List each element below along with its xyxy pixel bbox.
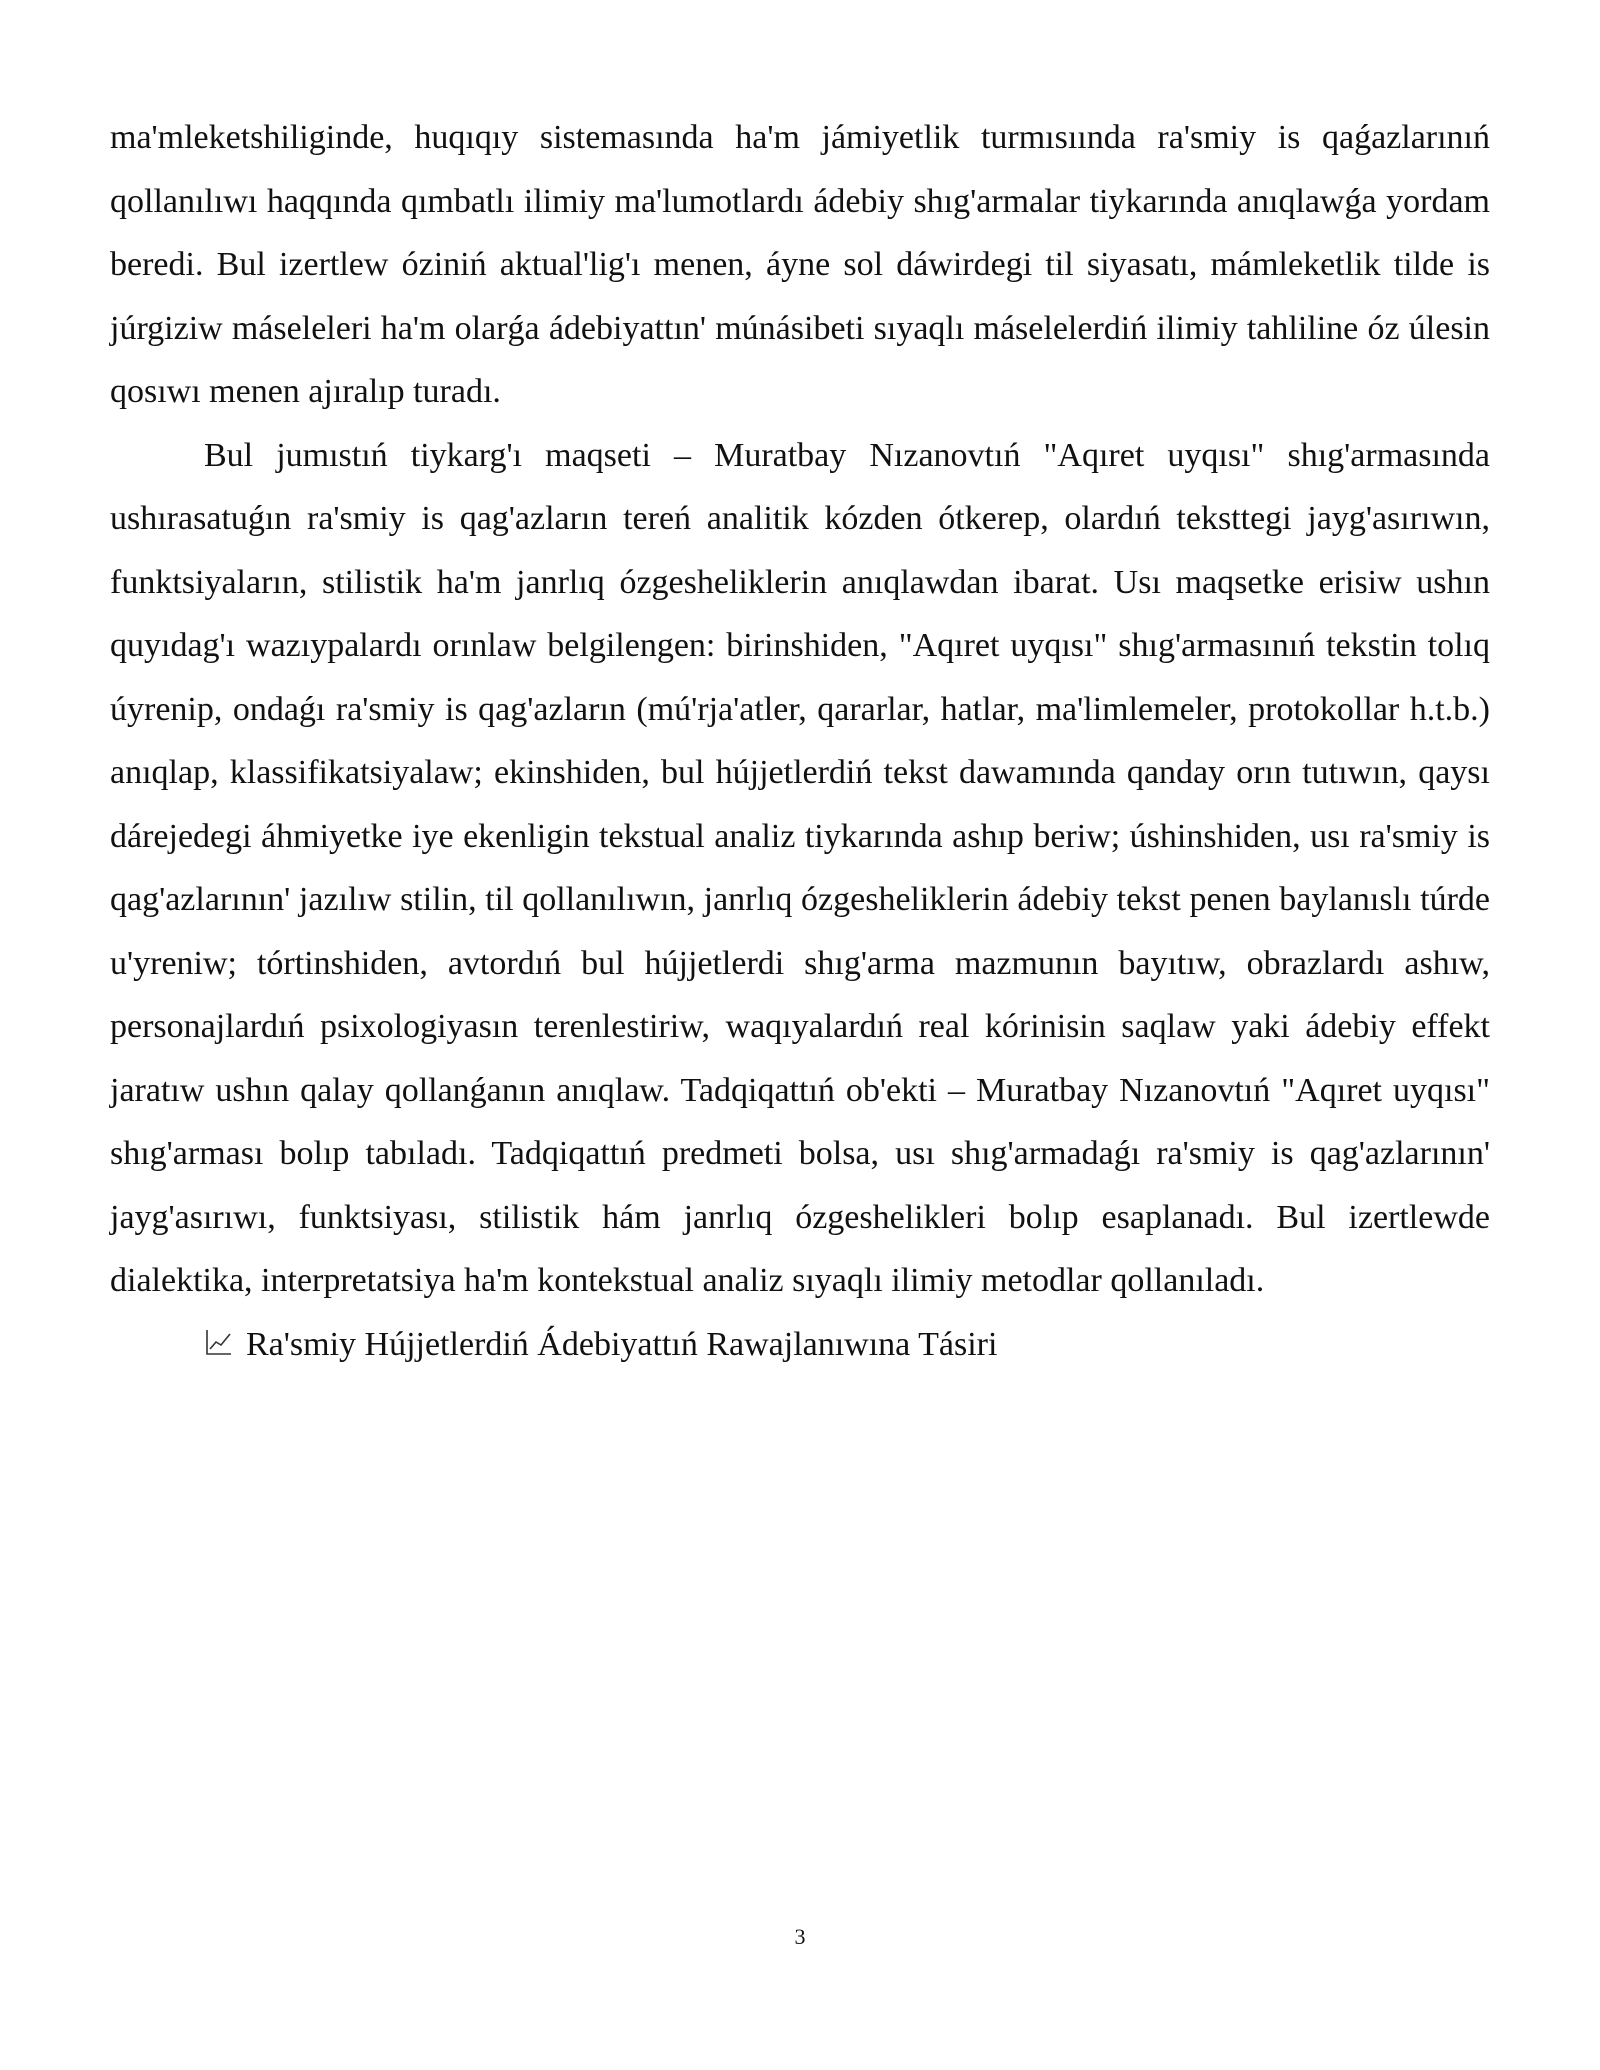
section-heading (110, 1313, 1490, 1377)
paragraph-goals: Bul jumıstıń tiykarg'ı maqseti – Muratbay Nızanovtıń "Aqıret uyqısı" shıg'armasında ushırasatuǵın ra'smiy is qag'azların tereń analitik kózden ótkerep, olardıń teksttegi jayg'asırıwın, funktsiyaların, stilistik ha'm janrlıq ózgesheliklerin anıqlawdan ibarat. Usı maqsetke erisiw ushın quyıdag'ı wazıypalardı orınlaw belgilengen: birinshiden, "Aqıret uyqısı" shıg'armasınıń tekstin tolıq úyrenip, ondaǵı ra'smiy is qag'azların (mú'rja'atler, qararlar, hatlar, ma'limlemeler, protokollar h.t.b.) anıqlap, klassifikatsiyalaw; ekinshiden, bul hújjetlerdiń tekst dawamında qanday orın tutıwın, qaysı dárejedegi áhmiyetke iye ekenligin tekstual analiz tiykarında ashıp beriw; úshinshiden, usı ra'smiy is qag'azlarının' jazılıw stilin, til qollanılıwın, janrlıq ózgesheliklerin ádebiy tekst penen baylanıslı túrde u'yreniw; tórtinshiden, avtordıń bul hújjetlerdi shıg'arma mazmunın bayıtıw, obrazlardı ashıw, personajlardıń psixologiyasın terenlestiriw, waqıyalardıń real kórinisin saqlaw yaki ádebiy effekt jaratıw ushın qalay qollanǵanın anıqlaw. Tadqiqattıń ob'ekti – Muratbay Nızanovtıń "Aqıret uyqısı" shıg'arması bolıp tabıladı. Tadqiqattıń predmeti bolsa, usı shıg'armadaǵı ra'smiy is qag'azlarının' jayg'asırıwı, funktsiyası, stilistik hám janrlıq ózgeshelikleri bolıp esaplanadı. Bul izertlewde dialektika, interpretatsiya ha'm kontekstual analiz sıyaqlı ilimiy metodlar qollanıladı. (110, 436, 1490, 1299)
chart-increasing-icon (204, 1327, 234, 1357)
paragraph-continuation: ma'mleketshiliginde, huqıqıy sistemasında ha'm jámiyetlik turmısıında ra'smiy is qaǵazlarınıń qollanılıwı haqqında qımbatlı ilimiy ma'lumotlardı ádebiy shıg'armalar tiykarında anıqlawǵa yordam beredi. Bul izertlew óziniń aktual'lig'ı menen, áyne sol dáwirdegi til siyasatı, mámleketlik tilde is júrgiziw máseleleri ha'm olarǵa ádebiyattın' múnásibeti sıyaqlı máselelerdiń ilimiy tahliline óz úlesin qosıwı menen ajıralıp turadı. (110, 119, 1490, 410)
body-text (110, 106, 1490, 1376)
section-heading-text: Ra'smiy Hújjetlerdiń Ádebiyattıń Rawajlanıwına Tásiri (246, 1325, 998, 1363)
page-number: 3 (794, 1924, 806, 1949)
